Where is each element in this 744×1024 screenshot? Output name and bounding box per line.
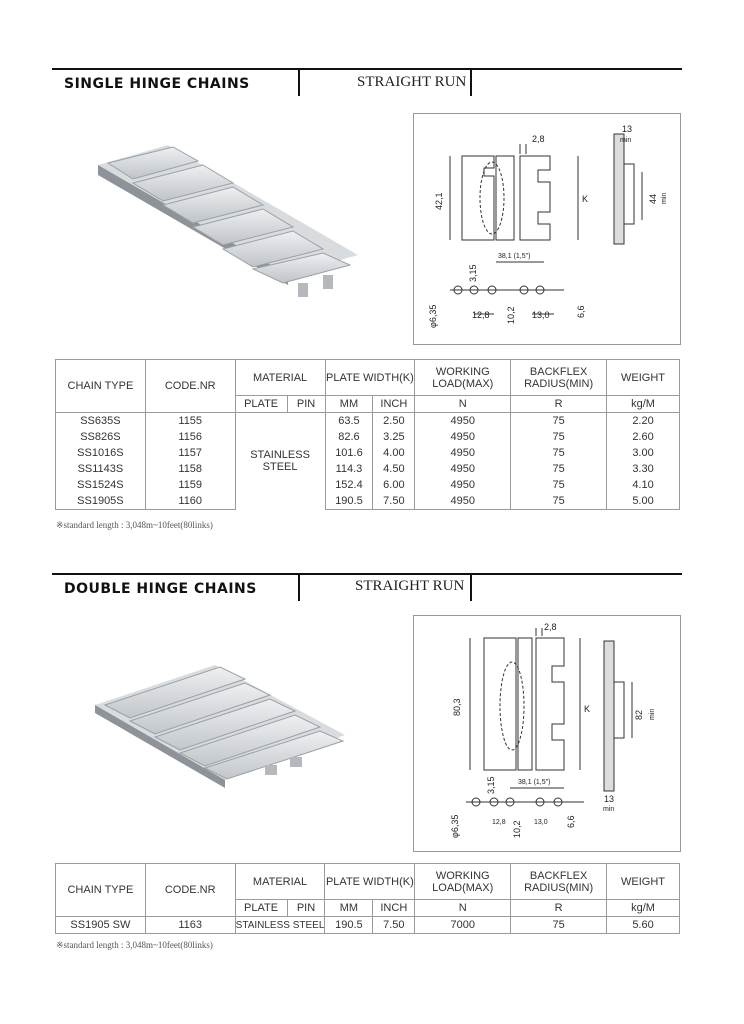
- header-backflex: BACKFLEX RADIUS(MIN): [511, 360, 607, 396]
- cell-code: 1163: [145, 917, 235, 934]
- cell-load: 4950: [415, 477, 511, 493]
- table-row: [56, 917, 680, 934]
- dim-label: 3,15: [486, 776, 496, 794]
- header-chain-type: CHAIN TYPE: [56, 864, 146, 917]
- cell-code: 1155: [145, 413, 235, 430]
- cell-inch: 7.50: [373, 493, 415, 510]
- cell-type: SS635S: [56, 413, 146, 430]
- dim-label: min: [649, 708, 656, 720]
- dim-label: 10,2: [506, 306, 516, 324]
- subheader-inch: INCH: [373, 396, 415, 413]
- cell-type: SS1524S: [56, 477, 146, 493]
- subheader-kgm: kg/M: [607, 900, 680, 917]
- header-code: CODE.NR: [145, 360, 235, 413]
- subheader-pin: PIN: [287, 900, 325, 917]
- cell-load: 4950: [415, 461, 511, 477]
- dim-label: 44: [648, 193, 658, 204]
- cell-type: SS1016S: [56, 445, 146, 461]
- header-material: MATERIAL: [235, 864, 325, 900]
- table-row: [56, 413, 680, 430]
- cell-weight: 2.60: [607, 429, 680, 445]
- cell-weight: 4.10: [607, 477, 680, 493]
- cell-inch: 2.50: [373, 413, 415, 430]
- cell-mm: 82.6: [325, 429, 373, 445]
- cell-weight: 2.20: [607, 413, 680, 430]
- section-title-double: DOUBLE HINGE CHAINS: [64, 581, 257, 597]
- dim-label: 10,2: [512, 820, 522, 838]
- cell-type: SS1143S: [56, 461, 146, 477]
- dim-label: φ6,35: [428, 304, 438, 328]
- dim-label: 82: [634, 709, 644, 720]
- subtitle-divider: [470, 70, 472, 96]
- dim-label: min: [603, 806, 615, 813]
- header-plate-width: PLATE WIDTH(K): [325, 360, 415, 396]
- cell-material: STAINLESS STEEL: [235, 917, 325, 934]
- subheader-n: N: [415, 396, 511, 413]
- double-hinge-chain-photo: [85, 655, 355, 805]
- header-working-load: WORKING LOAD(MAX): [415, 360, 511, 396]
- cell-weight: 3.30: [607, 461, 680, 477]
- table-row: [56, 445, 680, 461]
- cell-inch: 7.50: [373, 917, 415, 934]
- subheader-r: R: [511, 396, 607, 413]
- title-divider: [298, 575, 300, 601]
- subheader-pin: PIN: [287, 396, 325, 413]
- dim-label: 13: [604, 794, 615, 804]
- subheader-mm: MM: [325, 396, 373, 413]
- dim-label: 42,1: [434, 192, 444, 210]
- cell-inch: 4.50: [373, 461, 415, 477]
- header-weight: WEIGHT: [607, 864, 680, 900]
- dim-label: 3,15: [468, 264, 478, 282]
- header-backflex: BACKFLEX RADIUS(MIN): [511, 864, 607, 900]
- dim-label: 6,6: [566, 815, 576, 828]
- cell-radius: 75: [511, 429, 607, 445]
- subheader-r: R: [511, 900, 607, 917]
- double-spec-table: [55, 863, 680, 934]
- dim-label: 12,8: [472, 310, 490, 320]
- dim-label: 6,6: [576, 305, 586, 318]
- cell-type: SS826S: [56, 429, 146, 445]
- cell-radius: 75: [511, 917, 607, 934]
- cell-code: 1159: [145, 477, 235, 493]
- cell-code: 1158: [145, 461, 235, 477]
- dim-label: 13: [622, 124, 633, 134]
- dim-label: 2,8: [544, 622, 557, 632]
- dim-label: K: [584, 704, 591, 714]
- cell-load: 4950: [415, 429, 511, 445]
- table-row: [56, 461, 680, 477]
- section-subtitle-single: STRAIGHT RUN: [357, 74, 467, 90]
- dim-label: min: [661, 192, 668, 204]
- header-plate-width: PLATE WIDTH(K): [325, 864, 415, 900]
- table-row: [56, 493, 680, 510]
- header-weight: WEIGHT: [607, 360, 680, 396]
- cell-weight: 3.00: [607, 445, 680, 461]
- table-row: [56, 477, 680, 493]
- dim-label: 12,8: [492, 819, 506, 826]
- cell-radius: 75: [511, 477, 607, 493]
- cell-mm: 114.3: [325, 461, 373, 477]
- dim-label: 2,8: [532, 134, 545, 144]
- standard-length-note: ※standard length : 3,048m~10feet(80links): [56, 940, 213, 950]
- cell-mm: 101.6: [325, 445, 373, 461]
- cell-weight: 5.00: [607, 493, 680, 510]
- cell-load: 4950: [415, 445, 511, 461]
- header-chain-type: CHAIN TYPE: [56, 360, 146, 413]
- dim-label: φ6,35: [450, 814, 460, 838]
- cell-inch: 6.00: [373, 477, 415, 493]
- table-row: [56, 429, 680, 445]
- single-technical-drawing: [413, 113, 681, 345]
- subheader-plate: PLATE: [235, 900, 287, 917]
- cell-code: 1157: [145, 445, 235, 461]
- cell-mm: 152.4: [325, 477, 373, 493]
- cell-radius: 75: [511, 493, 607, 510]
- subheader-n: N: [415, 900, 511, 917]
- subheader-inch: INCH: [373, 900, 415, 917]
- dim-label: 80,3: [452, 698, 462, 716]
- cell-code: 1156: [145, 429, 235, 445]
- subheader-kgm: kg/M: [607, 396, 680, 413]
- section-title-single: SINGLE HINGE CHAINS: [64, 76, 250, 92]
- header-code: CODE.NR: [145, 864, 235, 917]
- dim-label: 38,1 (1,5"): [498, 253, 531, 260]
- section-subtitle-double: STRAIGHT RUN: [355, 578, 465, 594]
- double-technical-drawing: [413, 615, 681, 852]
- single-spec-table: [55, 359, 680, 510]
- cell-radius: 75: [511, 413, 607, 430]
- cell-mm: 190.5: [325, 917, 373, 934]
- cell-type: SS1905S: [56, 493, 146, 510]
- cell-load: 4950: [415, 413, 511, 430]
- header-working-load: WORKING LOAD(MAX): [415, 864, 511, 900]
- single-hinge-chain-photo: [78, 135, 368, 325]
- cell-radius: 75: [511, 461, 607, 477]
- cell-weight: 5.60: [607, 917, 680, 934]
- cell-inch: 4.00: [373, 445, 415, 461]
- dim-label: K: [582, 194, 589, 204]
- cell-mm: 190.5: [325, 493, 373, 510]
- header-material: MATERIAL: [235, 360, 325, 396]
- cell-load: 7000: [415, 917, 511, 934]
- dim-label: 13,0: [534, 819, 548, 826]
- subheader-mm: MM: [325, 900, 373, 917]
- cell-inch: 3.25: [373, 429, 415, 445]
- cell-radius: 75: [511, 445, 607, 461]
- subtitle-divider: [470, 575, 472, 601]
- cell-material: STAINLESS STEEL: [235, 413, 325, 510]
- cell-code: 1160: [145, 493, 235, 510]
- dim-label: min: [620, 137, 632, 144]
- cell-type: SS1905 SW: [56, 917, 146, 934]
- cell-load: 4950: [415, 493, 511, 510]
- cell-mm: 63.5: [325, 413, 373, 430]
- dim-label: 38,1 (1,5"): [518, 779, 551, 786]
- standard-length-note: ※standard length : 3,048m~10feet(80links): [56, 520, 213, 530]
- title-divider: [298, 70, 300, 96]
- subheader-plate: PLATE: [235, 396, 287, 413]
- dim-label: 13,0: [532, 310, 550, 320]
- section-rule-double: [52, 573, 682, 575]
- section-rule-single: [52, 68, 682, 70]
